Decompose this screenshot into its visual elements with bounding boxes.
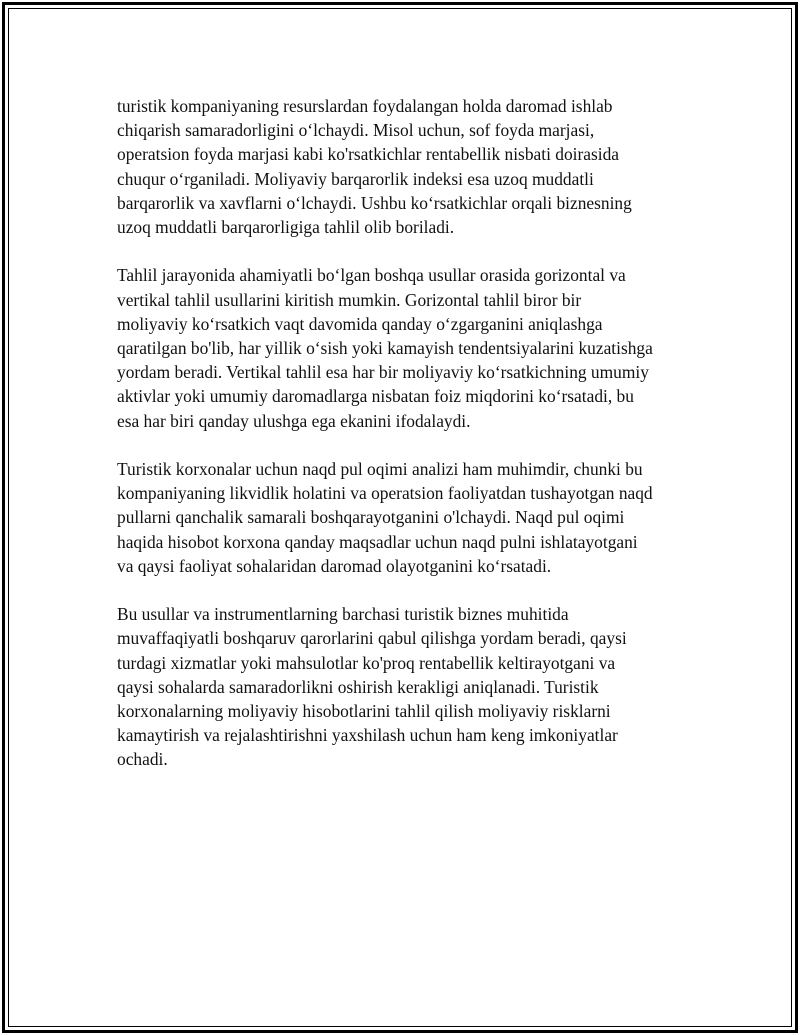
paragraph-horizontal-vertical-analysis: Tahlil jarayonida ahamiyatli bo‘lgan boshqa usullar orasida gorizontal va vertikal tahlil usullarini kiritish mumkin. Gorizontal tahlil biror bir moliyaviy ko‘rsatkich vaqt davomida qanday o‘zgarganini aniqlashga qaratilgan bo'lib, har yillik o‘sish yoki kamayish tendentsiyalarini kuzatishga yordam beradi. Vertikal tahlil esa har bir moliyaviy ko‘rsatkichning umumiy aktivlar yoki umumiy daromadlarga nisbatan foiz miqdorini ko‘rsatadi, bu esa har biri qanday ulushga ega ekanini ifodalaydi. bbox=[117, 265, 653, 431]
document-body bbox=[117, 94, 697, 796]
paragraph-conclusion: Bu usullar va instrumentlarning barchasi turistik biznes muhitida muvaffaqiyatli boshqaruv qarorlarini qabul qilishga yordam beradi, qaysi turdagi xizmatlar yoki mahsulotlar ko'proq rentabellik keltirayotgani va qaysi sohalarda samaradorlikni oshirish kerakligi aniqlanadi. Turistik korxonalarning moliyaviy hisobotlarini tahlil qilish moliyaviy risklarni kamaytirish va rejalashtirishni yaxshilash uchun ham keng imkoniyatlar ochadi. bbox=[117, 604, 627, 770]
paragraph-cash-flow-analysis: Turistik korxonalar uchun naqd pul oqimi analizi ham muhimdir, chunki bu kompaniyaning likvidlik holatini va operatsion faoliyatdan tushayotgan naqd pullarni qanchalik samarali boshqarayotganini o'lchaydi. Naqd pul oqimi haqida hisobot korxona qanday maqsadlar uchun naqd pulni ishlatayotgani va qaysi faoliyat sohalaridan daromad olayotganini ko‘rsatadi. bbox=[117, 459, 653, 576]
paragraph-profitability: turistik kompaniyaning resurslardan foydalangan holda daromad ishlab chiqarish samaradorligini o‘lchaydi. Misol uchun, sof foyda marjasi, operatsion foyda marjasi kabi ko'rsatkichlar rentabellik nisbati doirasida chuqur o‘rganiladi. Moliyaviy barqarorlik indeksi esa uzoq muddatli barqarorlik va xavflarni o‘lchaydi. Ushbu ko‘rsatkichlar orqali biznesning uzoq muddatli barqarorligiga tahlil olib boriladi. bbox=[117, 96, 632, 238]
